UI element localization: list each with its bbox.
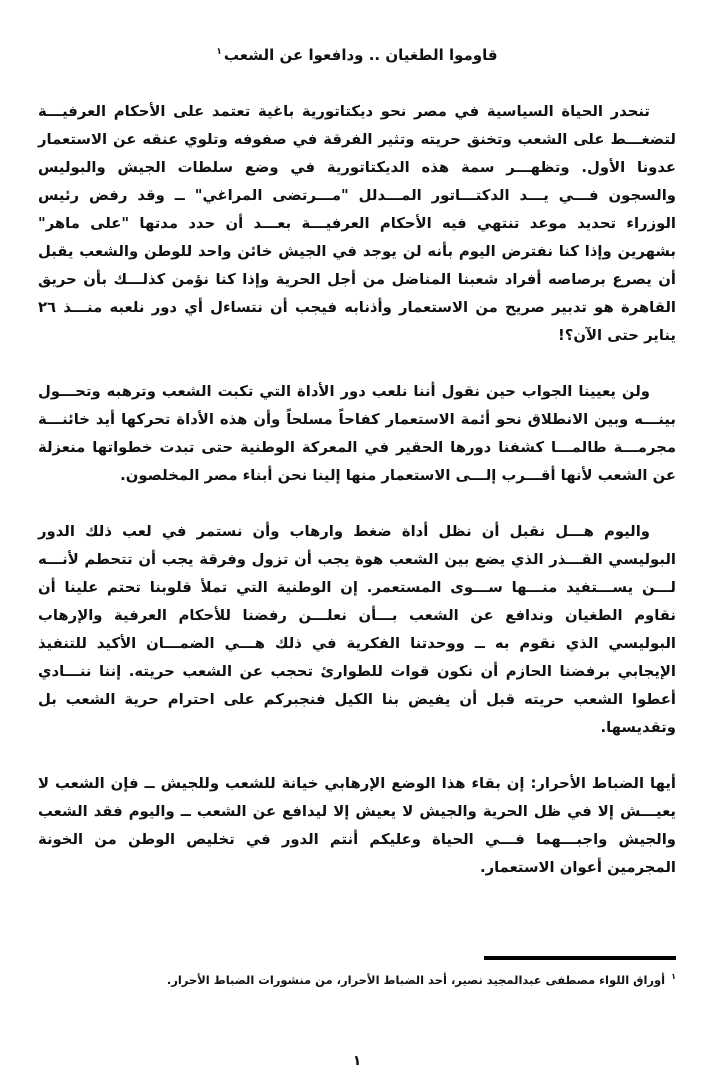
page-number: ١	[352, 1053, 362, 1069]
title-footnote-marker: ١	[216, 47, 222, 57]
title-text: قاوموا الطغيان .. ودافعوا عن الشعب	[223, 46, 498, 64]
paragraph-4: أيها الضباط الأحرار: إن بقاء هذا الوضع الإرهابي خيانة للشعب وللجيش ــ فإن الشعب لا يعيـــش إلا في ظل الحرية والجيش لا يعيش إلا ليدافع عن الشعب ــ واليوم فقد الشعب والجيش واجبـــهما فـــي الحياة وعليكم أنتم الدور في تخليص الوطن من الخونة المجرمين أعوان الاستعمار.	[38, 775, 676, 876]
paragraph-2: ولن يعيينا الجواب حين نقول أننا نلعب دور الأداة التي تكبت الشعب وترهبه وتحـــول بينـــه وبين الانطلاق نحو أئمة الاستعمار كفاحاً مسلحاً وأن هذه الأداة تحركها أيد خائنـــة مجرمـــة طالمـــا كشفنا دورها الحقير في المعركة الوطنية حتى تبدت خطواتها منعزلة عن الشعب لأنها أقـــرب إلـــى الاستعمار منها إلينا نحن أبناء مصر المخلصون.	[38, 383, 676, 484]
paragraph-3: واليوم هـــل نقبل أن نظل أداة ضغط وارهاب وأن نستمر في لعب ذلك الدور البوليسي القـــذر الذي يضع بين الشعب هوة يجب أن تزول وفرقة يجب أن تتحطم لأنـــه لـــن يســـتفيد منـــها ســـوى المستعمر. إن الوطنية التي تملأ قلوبنا تحتم علينا أن نقاوم الطغيان وندافع عن الشعب بـــأن نعلـــن رفضنا للأحكام العرفية والإرهاب البوليسي الذي نقوم به ــ ووحدتنا الفكرية في ذلك هـــي الضمـــان الأكيد للتنفيذ الإيجابي برفضنا الحازم أن نكون قوات للطوارئ تحجب عن الشعب حريته. إننا ننـــادي أعطوا الشعب حريته قبل أن يفيض بنا الكيل فنجبركم على احترام حرية الشعب بل وتقديسها.	[38, 523, 676, 736]
footnote-marker: ١	[671, 972, 676, 981]
footnote	[38, 969, 676, 988]
document-body	[0, 98, 714, 882]
paragraph-1: تنحدر الحياة السياسية في مصر نحو ديكتاتورية باغية تعتمد على الأحكام العرفيـــة لتضغـــط على الشعب وتخنق حريته وتثير الفرقة في صفوفه وتلوي عنقه عن الاستعمار عدونا الأول. وتظهـــر سمة هذه الديكتاتورية في وضع سلطات الجيش والبوليس والسجون فـــي يـــد الدكتـــاتور المـــدلل "مـــرتضى المراغي" ــ وقد رفض رئيس الوزراء تحديد موعد تنتهي فيه الأحكام العرفيـــة بعـــد أن حدد مدتها "على ماهر" بشهرين وإذا كنا نفترض اليوم بأنه لن يوجد في الجيش خائن واحد للوطن والشعب يقبل أن يصرع برصاصه أفراد شعبنا المناضل من أجل الحرية وإذا كنا نؤمن كذلـــك بأن حريق القاهرة هو تدبير صريح من الاستعمار وأذنابه فيجب أن نتساءل أي دور نلعبه منـــذ ٢٦ يناير حتى الآن؟!	[38, 103, 676, 344]
footnote-area	[38, 956, 676, 988]
page-title	[0, 0, 714, 64]
footnote-body-text: أوراق اللواء مصطفى عبدالمجيد نصير، أحد الضباط الأحرار، من منشورات الضباط الأحرار.	[166, 972, 666, 987]
footnote-divider	[484, 956, 676, 960]
